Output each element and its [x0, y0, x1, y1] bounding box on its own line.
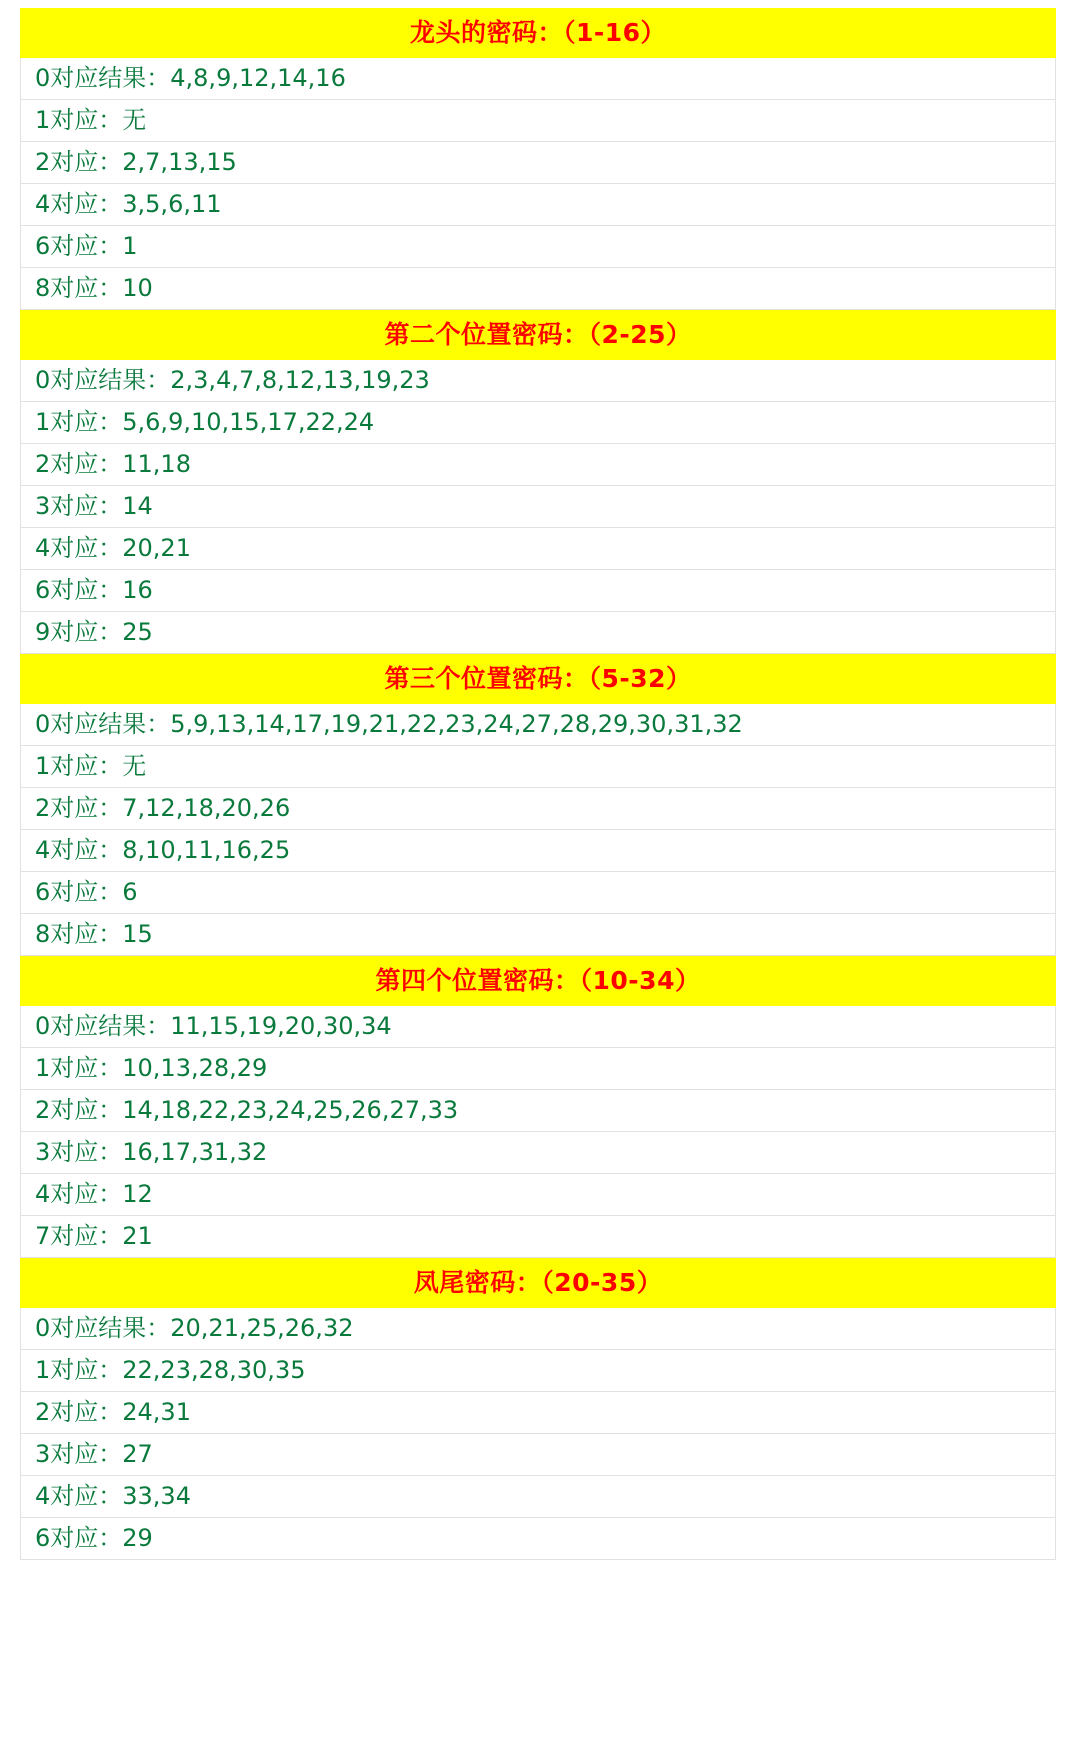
table-row: 0对应结果：4,8,9,12,14,16: [20, 58, 1056, 100]
table-row: 0对应结果：11,15,19,20,30,34: [20, 1006, 1056, 1048]
table-row: 6对应：1: [20, 226, 1056, 268]
table-row: 1对应：无: [20, 746, 1056, 788]
table-row: 0对应结果：2,3,4,7,8,12,13,19,23: [20, 360, 1056, 402]
table-row: 4对应：12: [20, 1174, 1056, 1216]
table-row: 0对应结果：5,9,13,14,17,19,21,22,23,24,27,28,29,30,31,32: [20, 704, 1056, 746]
section-title: 龙头的密码：（1-16）: [20, 8, 1056, 58]
table-row: 4对应：20,21: [20, 528, 1056, 570]
table-row: 8对应：15: [20, 914, 1056, 956]
table-row: 8对应：10: [20, 268, 1056, 310]
table-row: 9对应：25: [20, 612, 1056, 654]
table-row: 0对应结果：20,21,25,26,32: [20, 1308, 1056, 1350]
table-row: 3对应：27: [20, 1434, 1056, 1476]
section-title: 凤尾密码：（20-35）: [20, 1258, 1056, 1308]
table-row: 6对应：16: [20, 570, 1056, 612]
table-row: 1对应：22,23,28,30,35: [20, 1350, 1056, 1392]
section-title: 第三个位置密码：（5-32）: [20, 654, 1056, 704]
table-row: 2对应：2,7,13,15: [20, 142, 1056, 184]
section-third-position: [20, 654, 1056, 956]
table-row: 6对应：6: [20, 872, 1056, 914]
table-row: 2对应：14,18,22,23,24,25,26,27,33: [20, 1090, 1056, 1132]
table-row: 4对应：33,34: [20, 1476, 1056, 1518]
table-row: 2对应：24,31: [20, 1392, 1056, 1434]
section-second-position: [20, 310, 1056, 654]
section-phoenix-tail: [20, 1258, 1056, 1560]
section-fourth-position: [20, 956, 1056, 1258]
table-row: 6对应：29: [20, 1518, 1056, 1560]
table-row: 1对应：10,13,28,29: [20, 1048, 1056, 1090]
table-row: 3对应：16,17,31,32: [20, 1132, 1056, 1174]
table-row: 1对应：无: [20, 100, 1056, 142]
table-row: 2对应：7,12,18,20,26: [20, 788, 1056, 830]
section-dragon-head: [20, 8, 1056, 310]
table-row: 4对应：8,10,11,16,25: [20, 830, 1056, 872]
table-row: 2对应：11,18: [20, 444, 1056, 486]
table-row: 3对应：14: [20, 486, 1056, 528]
table-row: 1对应：5,6,9,10,15,17,22,24: [20, 402, 1056, 444]
table-row: 7对应：21: [20, 1216, 1056, 1258]
code-table-document: [20, 0, 1056, 1560]
section-title: 第四个位置密码：（10-34）: [20, 956, 1056, 1006]
section-title: 第二个位置密码：（2-25）: [20, 310, 1056, 360]
table-row: 4对应：3,5,6,11: [20, 184, 1056, 226]
